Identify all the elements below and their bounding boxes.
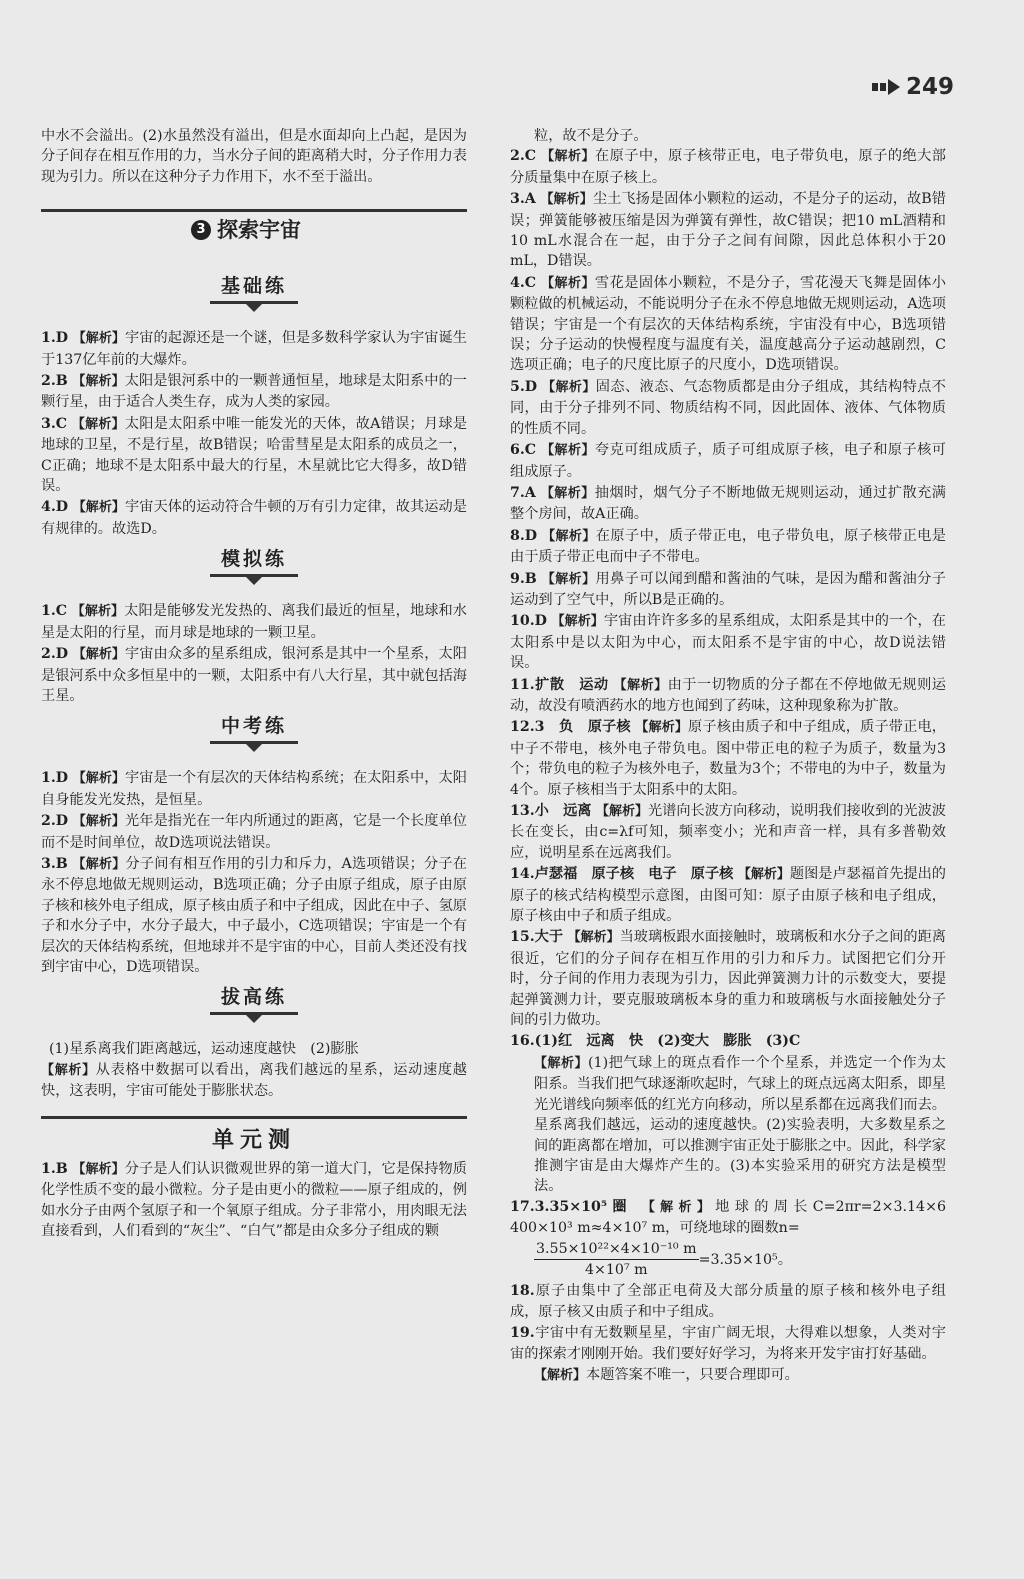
answer-text: 尘土飞扬是固体小颗粒的运动，不是分子的运动，故B错误；弹簧能够被压缩是因为弹簧有弹性，故C错误；把10 mL酒精和10 mL水混合在一起，由于分子之间有间隙，因此总体积小于20 mL，D错误。 xyxy=(510,191,946,270)
answer-key: 9.B xyxy=(510,570,537,587)
answer-key: 8.D xyxy=(510,527,538,544)
section-moni xyxy=(41,549,467,595)
analysis-tag: 【解析】 xyxy=(541,443,595,459)
answer-item xyxy=(510,1281,946,1322)
answer-key: 4.D xyxy=(41,499,69,516)
answer-item xyxy=(41,854,467,977)
bagao-answer: (1)星系离我们距离越远，运动速度越快 (2)膨胀 xyxy=(49,1041,359,1058)
answer-item xyxy=(41,768,467,810)
fraction-numerator: 3.55×10²²×4×10⁻¹⁰ m xyxy=(534,1239,699,1260)
analysis-tag: 【解析】 xyxy=(72,374,125,390)
unit-test-header xyxy=(41,1116,467,1153)
answer-text: 太阳是银河系中的一颗普通恒星，地球是太阳系中的一颗行星，由于适合人类生存，成为人类的家园。 xyxy=(41,373,467,411)
answer-item xyxy=(510,675,946,717)
analysis-tag: 【解析】 xyxy=(71,604,125,620)
answer-text: 宇宙中有无数颗星星，宇宙广阔无垠，大得难以想象，人类对宇宙的探索才刚刚开始。我们要好好学习，为将来开发宇宙打好基础。 xyxy=(510,1325,946,1362)
answer-key: 19. xyxy=(510,1325,535,1342)
page-number xyxy=(872,74,954,100)
analysis-tag: 【解析】 xyxy=(72,814,125,830)
answer-key: 12.3 负 原子核 xyxy=(510,719,631,736)
answer-key: 18. xyxy=(510,1283,535,1300)
analysis-tag: 【解析】 xyxy=(540,485,595,501)
answer-key: 16.(1)红 远离 快 (2)变大 膨胀 (3)C xyxy=(510,1033,801,1050)
continued-text: 粒，故不是分子。 xyxy=(534,128,648,144)
answer-item xyxy=(510,526,946,568)
answer-item xyxy=(510,1323,946,1364)
answer-text: 固态、液态、气态物质都是由分子组成，其结构特点不同，由于分子排列不同、物质结构不同，因此固体、液体、气体物质的性质不同。 xyxy=(510,378,946,437)
analysis-tag: 【解析】 xyxy=(542,528,596,544)
analysis-tag: 【解析】 xyxy=(72,1162,125,1177)
answer-key: 4.C xyxy=(510,274,537,291)
answer-text: 抽烟时，烟气分子不断地做无规则运动，通过扩散充满整个房间，故A正确。 xyxy=(510,484,946,523)
answer-key: 11.扩散 运动 xyxy=(510,676,609,693)
answer-key: 7.A xyxy=(510,484,536,501)
answer-key: 3.B xyxy=(41,855,68,872)
answer-item xyxy=(510,440,946,482)
answer-16-text: (1)把气球上的斑点看作一个个星系，并选定一个作为太阳系。当我们把气球逐渐吹起时，气球上的斑点远离太阳系，即星光光谱线向频率低的红光方向移动，所以星系都在远离我们而去。星系离我们越远，运动的速度越快。(2)实验表明，大多数星系之间的距离都在增加，可以推测宇宙正处于膨胀之中。因此，科学家推测宇宙是由大爆炸产生的。(3)本实验采用的研究方法是模型法。 xyxy=(534,1054,946,1195)
answer-text: 由于一切物质的分子都在不停地做无规则运动，故没有喷洒药水的地方也闻到了药味，这种现象称为扩散。 xyxy=(510,676,946,714)
answer-text: 太阳是太阳系中唯一能发光的天体，故A错误；月球是地球的卫星，不是行星，故B错误；哈雷彗星是太阳系的成员之一，C正确；地球不是太阳系中最大的行星，木星就比它大得多，故D错误。 xyxy=(41,415,468,495)
answer-item xyxy=(41,601,467,643)
answer-key: 6.C xyxy=(510,442,537,459)
answer-item xyxy=(510,377,946,439)
analysis-tag: 【解析】 xyxy=(541,275,595,291)
answer-text: 用鼻子可以闻到醋和酱油的气味，是因为醋和酱油分子运动到了空气中，所以B是正确的。 xyxy=(510,570,946,608)
answer-key: 5.D xyxy=(510,378,538,395)
analysis-tag: 【解析】 xyxy=(534,1055,589,1071)
answer-text: 原子核由质子和中子组成，质子带正电，中子不带电，核外电子带负电。图中带正电的粒子为质子，数量为3个；带负电的粒子为核外电子，数量为3个；不带电的为中子，数量为4个。原子核相当于太阳系中的太阳。 xyxy=(510,719,946,798)
analysis-tag: 【解析】 xyxy=(540,192,593,208)
intro-text: 中水不会溢出。(2)水虽然没有溢出，但是水面却向上凸起，是因为分子间存在相互作用的力，当水分子间的距离稍大时，分子作用力表现为引力。所以在这种分子力作用下，水不至于溢出。 xyxy=(41,128,467,185)
answer-item xyxy=(510,146,946,188)
answer-item xyxy=(41,328,467,370)
analysis-tag: 【解析】 xyxy=(551,614,604,630)
right-answer-list-2 xyxy=(510,1281,946,1364)
analysis-tag: 【解析】 xyxy=(71,416,125,432)
answer-text: 题图是卢瑟福首先提出的原子的核式结构模型示意图，由图可知：原子由原子核和电子组成，原子核由中子和质子组成。 xyxy=(510,866,946,925)
answer-item xyxy=(510,273,946,376)
chapter-title: 探索宇宙 xyxy=(217,218,301,243)
bagao-analysis xyxy=(41,1060,467,1102)
answer-text: 夸克可组成质子，质子可组成原子核，电子和原子核可组成原子。 xyxy=(510,442,946,480)
answer-text: 当玻璃板跟水面接触时，玻璃板和水分子之间的距离很近，它们的分子间存在相互作用的引力和斥力。试图把它们分开时，分子间的作用力表现为引力，因此弹簧测力计的示数变大，要提起弹簧测力计，要克服玻璃板本身的重力和玻璃板与水面接触处分子间的引力做功。 xyxy=(510,929,946,1029)
answer-19-analysis xyxy=(510,1365,946,1386)
answer-text: 雪花是固体小颗粒，不是分子，雪花漫天飞舞是固体小颗粒做的机械运动，不能说明分子在永不停息地做无规则运动，A选项错误；宇宙是一个有层次的天体结构系统，宇宙没有中心，B选项错误；分子运动的快慢程度与温度有关，温度越高分子运动越剧烈，C选项正确；电子的尺度比原子的尺度小，D选项错误。 xyxy=(510,274,946,374)
analysis-tag: 【解析】 xyxy=(737,867,790,883)
answer-key: 2.D xyxy=(41,646,69,663)
section-label: 模拟练 xyxy=(220,548,287,571)
fraction xyxy=(534,1239,699,1281)
moni-list xyxy=(41,601,467,706)
page-number-text: 249 xyxy=(906,74,955,100)
section-label: 基础练 xyxy=(220,275,287,298)
answer-item xyxy=(41,1159,467,1242)
answer-key: 1.C xyxy=(41,603,68,620)
answer-text: 太阳是能够发光发热的、离我们最近的恒星，地球和水星是太阳的行星，而月球是地球的一颗卫星。 xyxy=(41,603,467,641)
fraction-denominator: 4×10⁷ m xyxy=(584,1261,648,1278)
answer-key: 13.小 远离 xyxy=(510,803,592,819)
analysis-tag: 【解析】 xyxy=(635,720,689,736)
answer-key: 1.D xyxy=(41,330,69,347)
answer-item xyxy=(510,927,946,1030)
section-label: 中考练 xyxy=(220,715,287,738)
answer-17-result: =3.35×10⁵。 xyxy=(698,1251,792,1268)
answer-text: 在原子中，质子带正电，电子带负电，原子核带正电是由于质子带正电而中子不带电。 xyxy=(510,527,946,566)
section-underline xyxy=(210,574,298,577)
analysis-tag: 【解析】 xyxy=(41,1062,96,1078)
answer-text: 在原子中，原子核带正电，电子带负电，原子的绝大部分质量集中在原子核上。 xyxy=(510,148,946,186)
answer-item xyxy=(41,644,467,706)
chapter-title-bar xyxy=(41,209,467,258)
answer-key: 2.D xyxy=(41,813,69,830)
section-underline xyxy=(210,301,298,304)
analysis-tag: 【解析】 xyxy=(613,677,668,693)
analysis-tag: 【解析】 xyxy=(72,500,125,516)
analysis-tag: 【解析】 xyxy=(595,804,648,819)
answer-text: 光年是指光在一年内所通过的距离，它是一个长度单位而不是时间单位，故D选项说法错误。 xyxy=(41,813,467,851)
zhongkao-list xyxy=(41,768,467,977)
answer-text: 宇宙由众多的星系组成，银河系是其中一个星系，太阳是银河系中众多恒星中的一颗，太阳系中有八大行星，其中就包括海王星。 xyxy=(41,646,467,704)
chapter-number-badge: 3 xyxy=(191,220,211,240)
answer-17-text: 地球的周长C=2πr=2×3.14×6 400×10³ m≈4×10⁷ m，可绕地球的圈数n= xyxy=(510,1198,946,1237)
answer-key: 17.3.35×10⁵圈 xyxy=(510,1198,632,1215)
answer-item-16 xyxy=(510,1031,946,1051)
answer-text: 原子由集中了全部正电荷及大部分质量的原子核和核外电子组成，原子核又由质子和中子组成。 xyxy=(510,1283,946,1320)
answer-key: 1.B xyxy=(41,1161,68,1177)
answer-19-analysis-text: 本题答案不唯一，只要合理即可。 xyxy=(586,1366,799,1383)
answer-item xyxy=(510,483,946,525)
answer-item xyxy=(510,569,946,611)
answer-item xyxy=(510,801,946,863)
analysis-tag: 【解析】 xyxy=(72,771,125,787)
unit-test-label: 单元测 xyxy=(211,1127,296,1153)
answer-item-17 xyxy=(510,1197,946,1281)
answer-text: 宇宙是一个有层次的天体结构系统；在太阳系中，太阳自身能发光发热，是恒星。 xyxy=(41,770,467,808)
answer-text: 分子间有相互作用的引力和斥力，A选项错误；分子在永不停息地做无规则运动，B选项正确；分子由原子组成，原子由原子核和核外电子组成，原子核由质子和中子组成，因此在中子、氢原子和水分子中，水分子最大，中子最小，C选项错误；宇宙是一个有层次的天体结构系统，但地球并不是宇宙的中心，目前人类还没有找到宇宙中心，D选项错误。 xyxy=(41,855,467,975)
answer-text: 分子是人们认识微观世界的第一道大门，它是保持物质化学性质不变的最小微粒。分子是由更小的微粒——原子组成的，例如水分子由两个氢原子和一个氧原子组成。分子非常小，用肉眼无法直接看到，人们看到的“灰尘”、“白气”都是由众多分子组成的颗 xyxy=(41,1161,467,1240)
analysis-tag: 【解析】 xyxy=(541,571,596,587)
section-bagao xyxy=(41,987,467,1033)
answer-item xyxy=(41,414,467,497)
answer-key: 14.卢瑟福 原子核 电子 原子核 xyxy=(510,866,734,883)
analysis-tag: 【解析】 xyxy=(641,1199,716,1215)
analysis-tag: 【解析】 xyxy=(567,930,620,946)
answer-item xyxy=(510,611,946,673)
answer-key: 10.D xyxy=(510,613,547,630)
answer-key: 1.D xyxy=(41,770,69,787)
answer-text: 光谱向长波方向移动，说明我们接收到的光波波长在变长，由c=λf可知，频率变小；光和声音一样，具有多普勒效应，说明星系在远离我们。 xyxy=(510,803,946,861)
answer-item xyxy=(41,811,467,853)
jichu-list xyxy=(41,328,467,539)
section-label: 拔高练 xyxy=(220,986,287,1009)
answer-key: 15.大于 xyxy=(510,929,564,946)
answer-item xyxy=(41,371,467,413)
unit-list xyxy=(41,1159,467,1242)
answer-text: 宇宙的起源还是一个谜，但是多数科学家认为宇宙诞生于137亿年前的大爆炸。 xyxy=(41,330,467,368)
analysis-tag: 【解析】 xyxy=(541,149,595,165)
answer-text: 宇宙天体的运动符合牛顿的万有引力定律，故其运动是有规律的。故选D。 xyxy=(41,499,467,537)
answer-item xyxy=(510,189,946,272)
bagao-analysis-text: 从表格中数据可以看出，离我们越远的星系，运动速度越快，这表明，宇宙可能处于膨胀状态。 xyxy=(41,1061,467,1100)
right-answer-list xyxy=(510,146,946,1030)
answer-text: 宇宙由许许多多的星系组成，太阳系是其中的一个，在太阳系中是以太阳为中心，而太阳系不是宇宙的中心，故D说法错误。 xyxy=(510,613,946,672)
left-column xyxy=(41,126,467,1243)
analysis-tag: 【解析】 xyxy=(542,379,596,395)
analysis-tag: 【解析】 xyxy=(72,331,125,347)
answer-key: 3.A xyxy=(510,191,536,208)
answer-16-analysis xyxy=(510,1053,946,1197)
arrow-right-icon xyxy=(872,78,902,96)
analysis-tag: 【解析】 xyxy=(534,1367,587,1383)
section-underline xyxy=(210,741,298,744)
right-column xyxy=(510,126,946,1386)
answer-key: 2.C xyxy=(510,148,537,165)
section-underline xyxy=(210,1012,298,1015)
answer-item xyxy=(510,864,946,926)
analysis-tag: 【解析】 xyxy=(72,647,125,663)
answer-item xyxy=(510,717,946,800)
answer-item xyxy=(41,497,467,539)
answer-key: 3.C xyxy=(41,415,68,432)
section-zhongkao xyxy=(41,716,467,762)
analysis-tag: 【解析】 xyxy=(72,856,126,872)
answer-key: 2.B xyxy=(41,373,68,390)
section-jichu xyxy=(41,276,467,322)
